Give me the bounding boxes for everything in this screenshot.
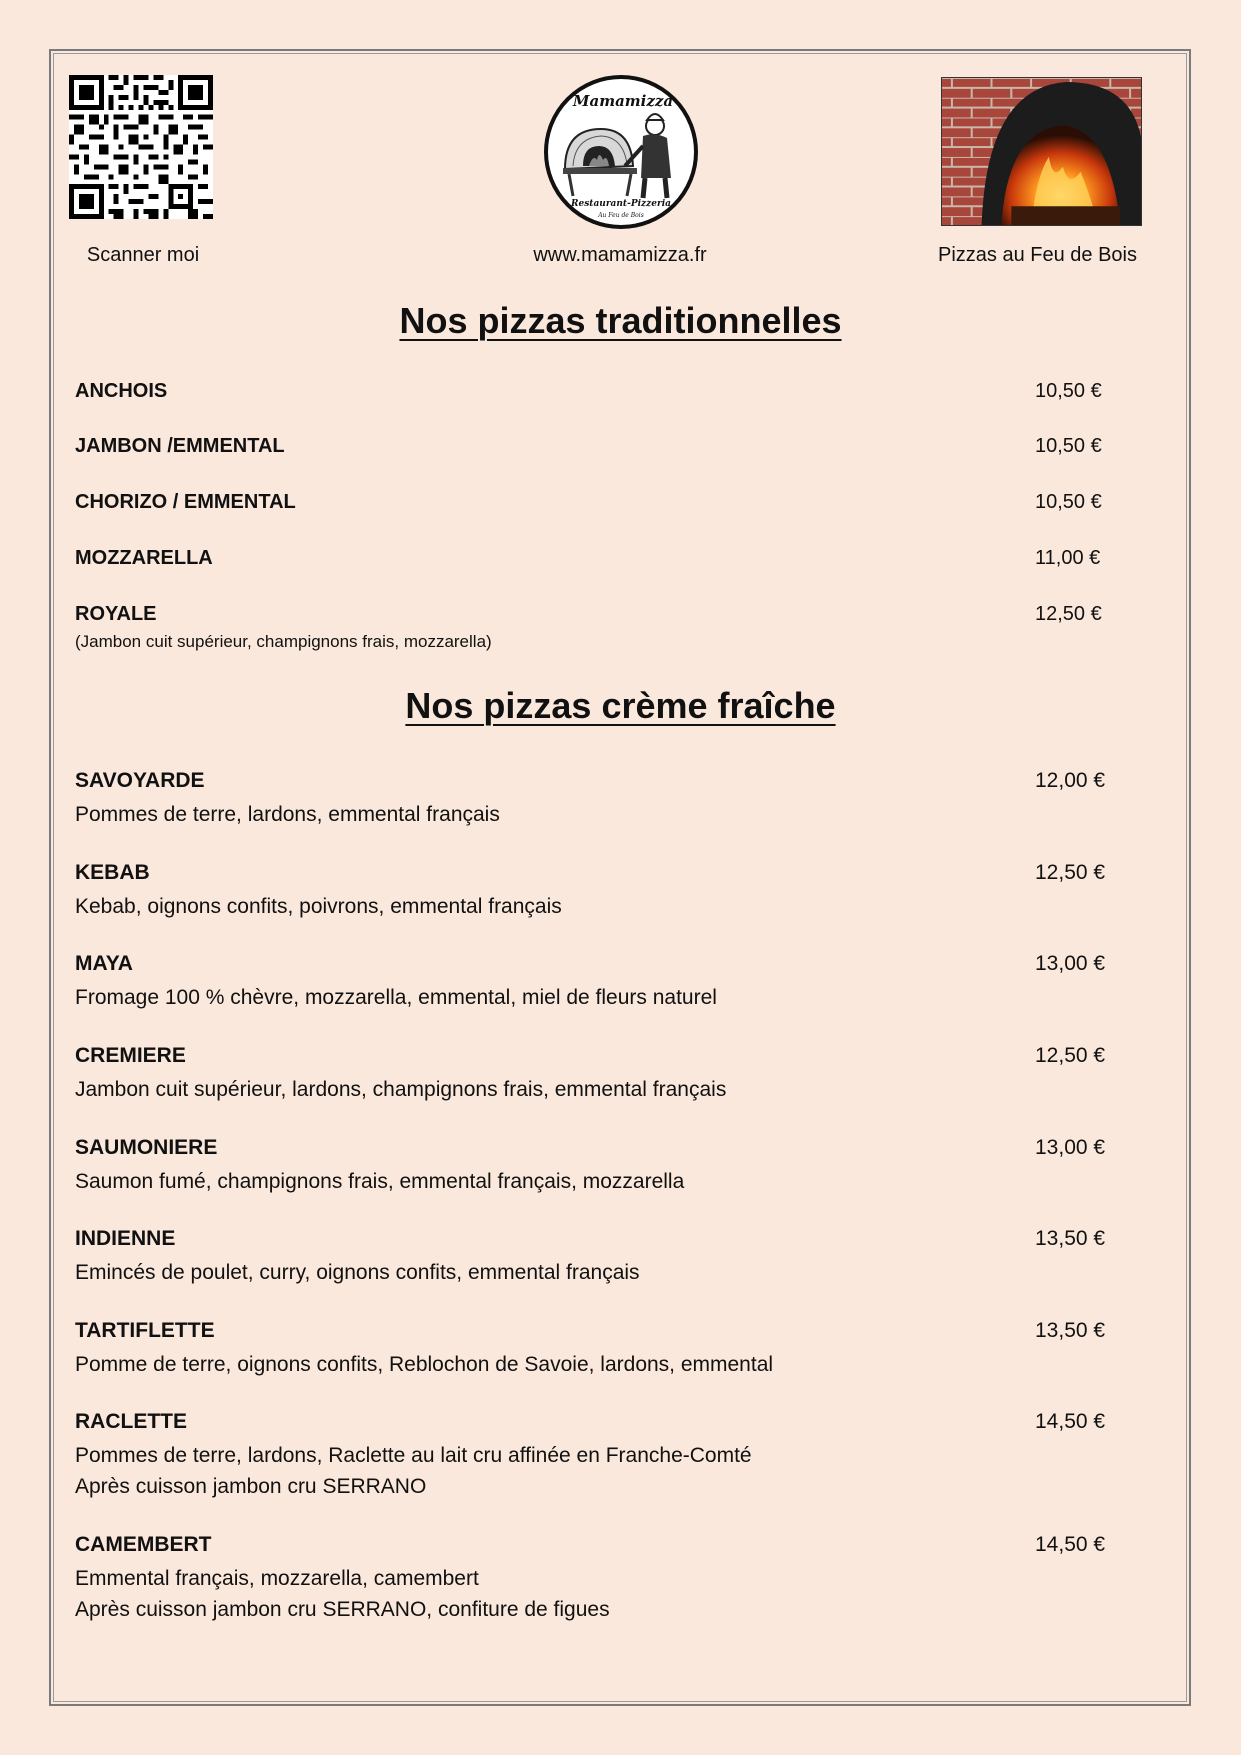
menu-item-maya [75, 952, 1115, 1013]
restaurant-logo [543, 74, 699, 230]
item-description: Kebab, oignons confits, poivrons, emmental français [75, 895, 562, 918]
item-description: Saumon fumé, champignons frais, emmental français, mozzarella [75, 1170, 685, 1193]
item-price: 12,50 € [1035, 603, 1102, 625]
item-name: KEBAB [75, 861, 150, 884]
qr-caption: Scanner moi [86, 244, 200, 266]
menu-item-royale [75, 603, 1115, 652]
menu-item-anchois [75, 380, 1115, 403]
item-name: ANCHOIS [75, 380, 168, 402]
item-name: SAUMONIERE [75, 1136, 218, 1159]
menu-item-jambon-emmental [75, 435, 1115, 458]
item-name: CAMEMBERT [75, 1533, 212, 1556]
item-price: 10,50 € [1035, 435, 1102, 457]
item-name: CHORIZO / EMMENTAL [75, 491, 296, 513]
item-name: MOZZARELLA [75, 547, 213, 569]
website-link[interactable]: www.mamamizza.fr [533, 244, 707, 266]
item-name: JAMBON /EMMENTAL [75, 435, 285, 457]
item-description: (Jambon cuit supérieur, champignons frais, mozzarella) [75, 632, 492, 651]
item-description-extra: Après cuisson jambon cru SERRANO, confiture de figues [75, 1598, 610, 1621]
item-description: Jambon cuit supérieur, lardons, champignons frais, emmental français [75, 1078, 727, 1101]
item-price: 14,50 € [1035, 1410, 1106, 1433]
item-name: SAVOYARDE [75, 769, 205, 792]
item-description: Fromage 100 % chèvre, mozzarella, emmental, miel de fleurs naturel [75, 986, 717, 1009]
item-description: Pomme de terre, oignons confits, Reblochon de Savoie, lardons, emmental [75, 1353, 774, 1376]
logo-brand: Mamamizza [572, 92, 674, 110]
item-price: 13,00 € [1035, 1136, 1106, 1159]
menu-item-tartiflette [75, 1319, 1115, 1380]
item-name: RACLETTE [75, 1410, 187, 1433]
section-title-creme-fraiche: Nos pizzas crème fraîche [405, 685, 836, 726]
section-title-traditional: Nos pizzas traditionnelles [399, 300, 842, 341]
menu-item-saumoniere [75, 1136, 1115, 1197]
menu-item-raclette [75, 1410, 1115, 1502]
item-price: 14,50 € [1035, 1533, 1106, 1556]
menu-item-camembert [75, 1533, 1115, 1625]
menu-item-cremiere [75, 1044, 1115, 1105]
item-price: 13,50 € [1035, 1319, 1106, 1342]
item-description: Emincés de poulet, curry, oignons confits, emmental français [75, 1261, 640, 1284]
menu-item-savoyarde [75, 769, 1115, 830]
item-description: Pommes de terre, lardons, emmental français [75, 803, 500, 826]
logo-tagline: Au Feu de Bois [598, 212, 644, 219]
item-description: Emmental français, mozzarella, camembert [75, 1567, 479, 1590]
menu-item-indienne [75, 1227, 1115, 1288]
item-price: 12,50 € [1035, 861, 1106, 884]
item-name: INDIENNE [75, 1227, 176, 1250]
item-price: 12,00 € [1035, 769, 1106, 792]
oven-caption: Pizzas au Feu de Bois [938, 244, 1137, 266]
item-price: 11,00 € [1035, 547, 1101, 569]
menu-item-chorizo-emmental [75, 491, 1115, 514]
logo-subtitle: Restaurant-Pizzeria [571, 199, 671, 209]
item-price: 12,50 € [1035, 1044, 1106, 1067]
item-description-extra: Après cuisson jambon cru SERRANO [75, 1475, 427, 1498]
item-price: 13,00 € [1035, 952, 1106, 975]
menu-item-mozzarella [75, 547, 1115, 570]
item-price: 10,50 € [1035, 380, 1102, 402]
item-name: TARTIFLETTE [75, 1319, 215, 1342]
item-name: ROYALE [75, 603, 157, 625]
qr-code[interactable] [69, 75, 213, 219]
item-price: 13,50 € [1035, 1227, 1106, 1250]
menu-item-kebab [75, 861, 1115, 922]
wood-fire-oven-photo [941, 77, 1142, 226]
item-price: 10,50 € [1035, 491, 1102, 513]
item-name: CREMIERE [75, 1044, 186, 1067]
item-name: MAYA [75, 952, 133, 975]
item-description: Pommes de terre, lardons, Raclette au lait cru affinée en Franche-Comté [75, 1444, 752, 1467]
